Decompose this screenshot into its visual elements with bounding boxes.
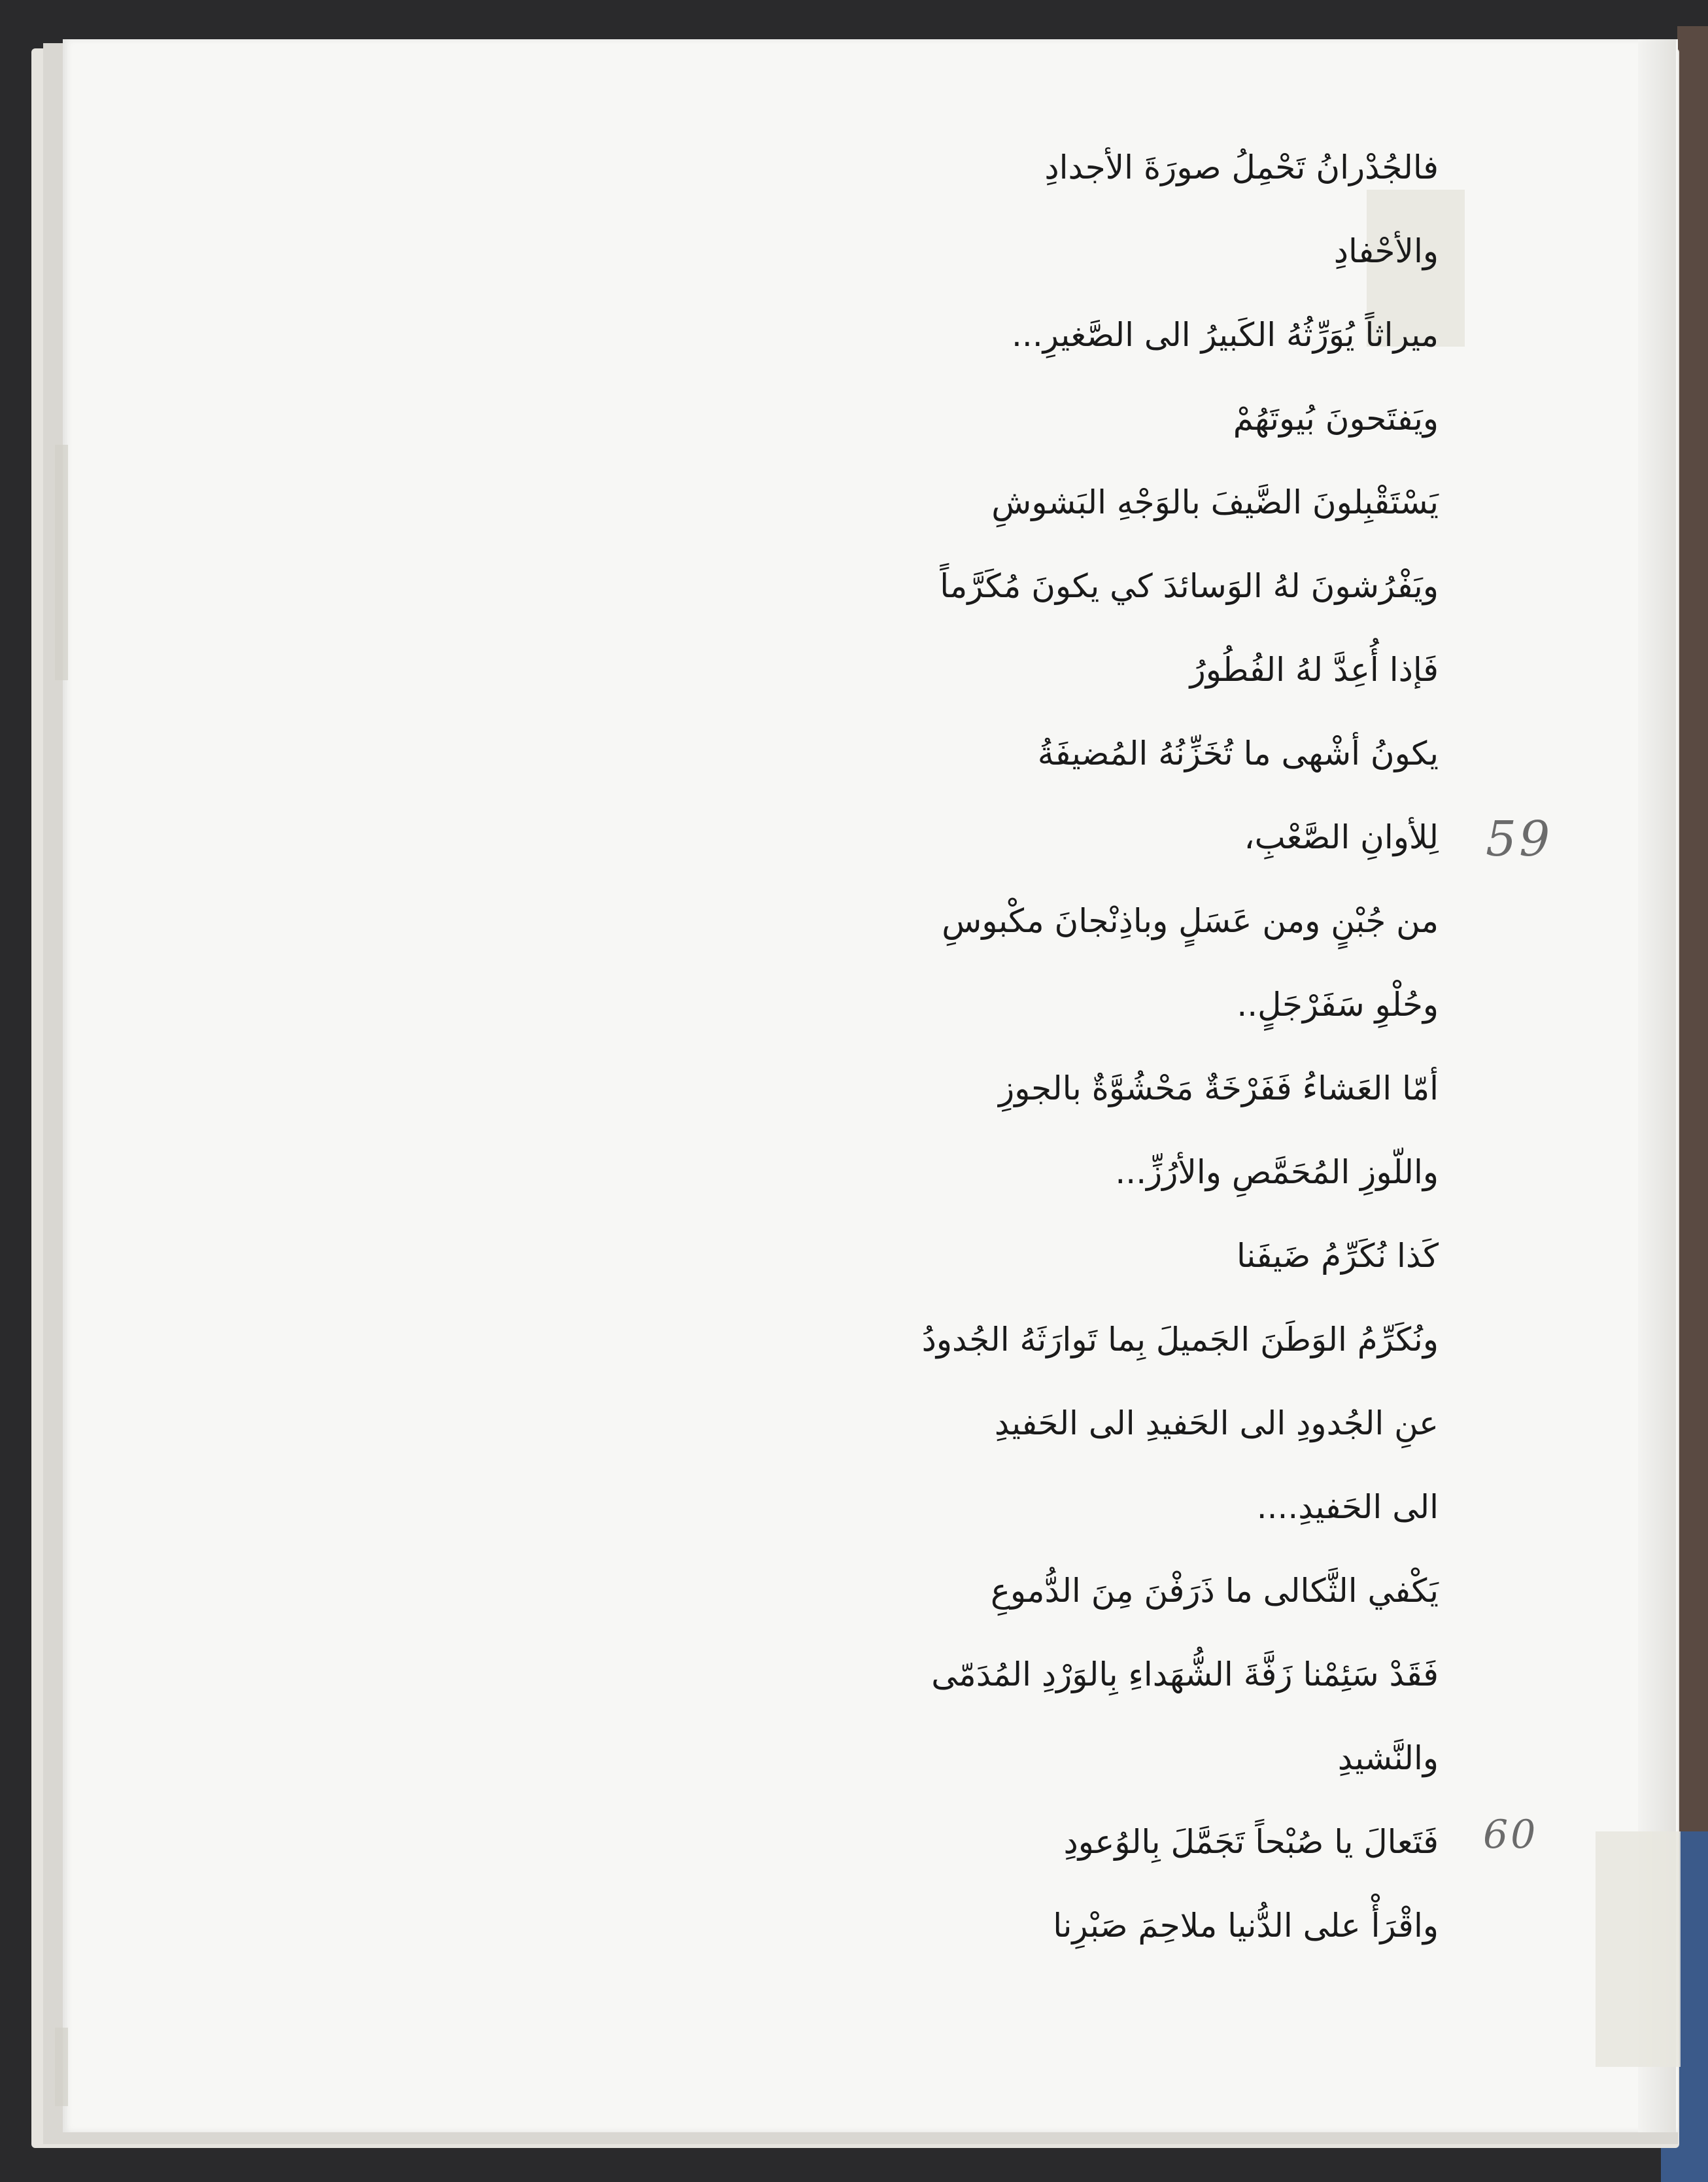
poem-line: واللّوزِ المُحَمَّصِ والأرُزِّ...: [1115, 1153, 1439, 1191]
poem-line: واقْرَأْ على الدُّنيا ملاحِمَ صَبْرِنا: [1053, 1907, 1439, 1945]
poem-line: أمّا العَشاءُ فَفَرْخَةٌ مَحْشُوَّةٌ بالجوزِ: [999, 1069, 1439, 1107]
poem-line: ميراثاً يُوَرِّثُهُ الكَبيرُ الى الصَّغيرِ...: [1012, 316, 1439, 354]
poem-line: والأحْفادِ: [1333, 232, 1439, 270]
poem-line: من جُبْنٍ ومن عَسَلٍ وباذِنْجانَ مكْبوسِ: [942, 902, 1439, 940]
poem-line: ويَفْرُشونَ لهُ الوَسائدَ كي يكونَ مُكَرَّماً: [940, 567, 1439, 605]
tape-mark: [1596, 1831, 1681, 2067]
poem-line: وحُلْوِ سَفَرْجَلٍ..: [1237, 986, 1439, 1024]
poem-line: يكونُ أشْهى ما تُخَزِّنُهُ المُضيفَةُ: [1037, 735, 1439, 772]
page-gutter: [1638, 39, 1676, 2132]
poem-line: ويَفتَحونَ بُيوتَهُمْ: [1233, 400, 1439, 438]
handwritten-line-number: 60: [1483, 1812, 1539, 1858]
poem-line: فَتَعالَ يا صُبْحاً تَجَمَّلَ بِالوُعودِ: [1063, 1823, 1439, 1861]
poem-line: فَإذا أُعِدَّ لهُ الفُطُورُ: [1189, 651, 1439, 689]
poem-line: ونُكَرِّمُ الوَطَنَ الجَميلَ بِما تَوارَثَهُ الجُدودُ: [921, 1321, 1439, 1359]
poem-line: فالجُدْرانُ تَحْمِلُ صورَةَ الأجدادِ: [1044, 148, 1439, 186]
tape-mark: [55, 445, 68, 680]
poem-line: عنِ الجُدودِ الى الحَفيدِ الى الحَفيدِ: [994, 1404, 1439, 1442]
poem-line: لِلأوانِ الصَّعْبِ،: [1244, 818, 1439, 856]
poem-line: يَكْفي الثَّكالى ما ذَرَفْنَ مِنَ الدُّموعِ: [991, 1572, 1439, 1610]
poem-line: يَسْتَقْبِلونَ الضَّيفَ بالوَجْهِ البَشوشِ: [991, 483, 1439, 521]
poem-text: [719, 126, 1439, 1967]
handwritten-line-number: 59: [1486, 811, 1553, 867]
poem-line: الى الحَفيدِ....: [1256, 1488, 1439, 1526]
poem-line: فَقَدْ سَئِمْنا زَفَّةَ الشُّهَداءِ بِالوَرْدِ المُدَمّى: [931, 1655, 1439, 1693]
poem-line: والنَّشيدِ: [1337, 1739, 1439, 1777]
tape-mark: [55, 2028, 68, 2106]
poem-line: كَذا نُكَرِّمُ ضَيفَنا: [1237, 1237, 1439, 1275]
